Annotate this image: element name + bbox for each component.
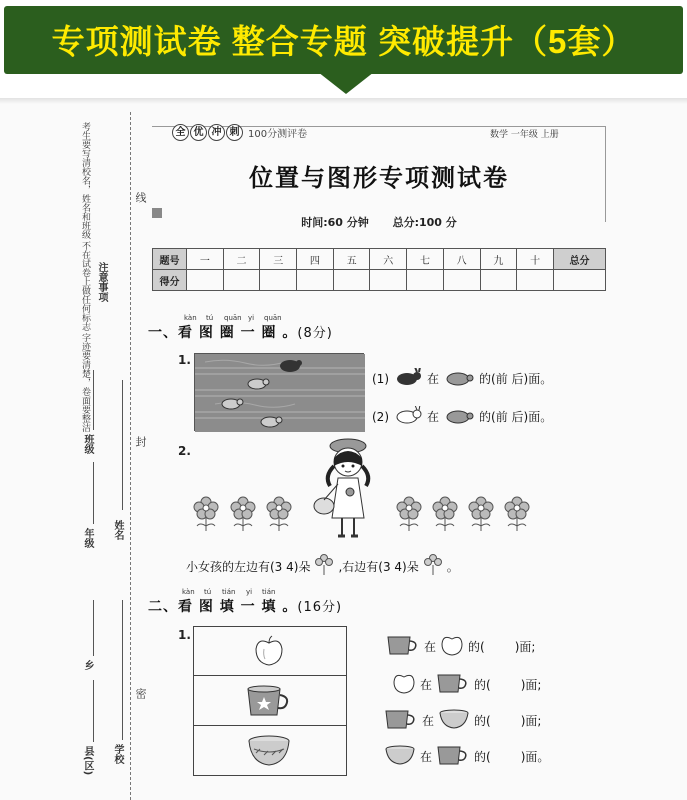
fill-word: 的( [474, 714, 491, 728]
sub-question-number: (1) [372, 371, 389, 386]
score-cell[interactable] [333, 270, 370, 291]
fill-word: )面。 [520, 750, 550, 764]
column-header: 九 [480, 249, 517, 270]
cup-icon [436, 672, 470, 697]
bowl-icon [438, 708, 470, 733]
table-row [153, 270, 606, 291]
county-field[interactable] [93, 680, 94, 742]
column-header: 五 [333, 249, 370, 270]
score-cell[interactable] [443, 270, 480, 291]
question-line [186, 554, 459, 579]
total-header: 总分 [554, 249, 606, 270]
bowl-icon [384, 744, 416, 769]
apple-icon [252, 635, 286, 671]
picture-grid [193, 626, 347, 776]
cup-icon [384, 708, 418, 733]
score-table [152, 248, 606, 291]
pinyin: tú [204, 588, 212, 596]
fill-row [382, 634, 535, 659]
score-cell[interactable] [407, 270, 444, 291]
question-answer[interactable]: 的(前 后)面。 [479, 372, 553, 386]
banner-title: 专项测试卷 整合专题 突破提升（5套） [51, 23, 636, 60]
brand-char: 全 [172, 124, 189, 141]
sub-question-number: (2) [372, 409, 389, 424]
flower-small-icon [423, 554, 443, 579]
column-header: 二 [223, 249, 260, 270]
exam-meta [152, 214, 606, 230]
question-answer[interactable]: 小女孩的左边有(3 4)朵 [186, 560, 311, 574]
name-field[interactable] [122, 380, 123, 510]
flower-icon [395, 496, 423, 532]
section-title [148, 596, 342, 616]
banner-arrow-icon [318, 72, 374, 94]
column-header: 六 [370, 249, 407, 270]
score-cell[interactable] [480, 270, 517, 291]
note-line: 考生要写清校名，姓名和班级 [80, 122, 90, 239]
fill-row [388, 672, 541, 697]
fill-word: )面; [520, 714, 542, 728]
column-header: 十 [517, 249, 554, 270]
pinyin: tú [206, 314, 214, 322]
flower-icon [467, 496, 495, 532]
tortoise-icon [443, 406, 475, 427]
section-title-text: 一、看 图 圈 一 圈 。 [148, 325, 298, 341]
question-answer[interactable]: ,右边有(3 4)朵 [338, 560, 419, 574]
tortoise-icon [443, 368, 475, 389]
pinyin: kàn [182, 588, 195, 596]
fill-word: 的( [474, 678, 491, 692]
column-header: 三 [260, 249, 297, 270]
fill-word: )面; [514, 640, 536, 654]
question-word: 在 [427, 410, 440, 424]
fill-word: 在 [420, 678, 433, 692]
apple-icon [392, 672, 416, 697]
table-row [153, 249, 606, 270]
notes-block [78, 122, 91, 432]
field-township-label: 乡 [82, 660, 93, 670]
section-title-text: 二、看 图 填 一 填 。 [148, 599, 298, 615]
pinyin: yi [248, 314, 255, 322]
promo-banner [0, 0, 687, 78]
flower-icon [265, 496, 293, 532]
paper-shadow [0, 98, 687, 104]
question-word: 在 [427, 372, 440, 386]
question-number: 1. [178, 353, 191, 367]
cup-icon [436, 744, 470, 769]
note-line: 字迹要清楚，卷面要整洁 [80, 333, 90, 432]
score-cell[interactable] [297, 270, 334, 291]
fill-word: )面; [520, 678, 542, 692]
fill-row [380, 708, 541, 733]
brand-subtitle: 100分测评卷 [248, 129, 308, 140]
time-limit: 时间:60 分钟 [301, 216, 369, 229]
apple-icon [440, 634, 464, 659]
question-line [372, 368, 552, 389]
flower-icon [229, 496, 257, 532]
question-number: 1. [178, 628, 191, 642]
section-title [148, 322, 333, 342]
question-number: 2. [178, 444, 191, 458]
seal-word-dense: 密 [134, 688, 147, 699]
seal-word-seal: 封 [134, 436, 147, 447]
section-points: (8分) [297, 326, 333, 341]
grade-label: 数学 一年级 上册 [490, 130, 559, 140]
question-answer[interactable]: 的(前 后)面。 [479, 410, 553, 424]
school-field[interactable] [122, 600, 123, 740]
rabbit-outline-icon [393, 406, 423, 427]
field-grade-label: 年级 [82, 528, 93, 548]
field-class-label: 班级 [82, 434, 93, 454]
score-cell[interactable] [554, 270, 606, 291]
brand-char: 冲 [208, 124, 225, 141]
fill-word: 在 [420, 750, 433, 764]
note-line: 不在试卷上做任何标志 [80, 241, 90, 331]
race-track-icon [195, 354, 365, 432]
field-name-label: 姓名 [112, 520, 123, 540]
column-header: 四 [297, 249, 334, 270]
question-line [372, 406, 552, 427]
total-score: 总分:100 分 [392, 216, 457, 229]
brand-char: 优 [190, 124, 207, 141]
pinyin: tián [222, 588, 236, 596]
row-label: 题号 [153, 249, 187, 270]
township-field[interactable] [93, 600, 94, 656]
flower-icon [503, 496, 531, 532]
score-cell[interactable] [187, 270, 224, 291]
girl-icon [310, 436, 386, 546]
grid-divider [194, 675, 346, 676]
notes-title: 注意事项 [96, 262, 107, 302]
cup-icon [244, 683, 294, 723]
flower-icon [192, 496, 220, 532]
grade-field[interactable] [93, 462, 94, 524]
score-cell[interactable] [370, 270, 407, 291]
column-header: 一 [187, 249, 224, 270]
pinyin: yi [246, 588, 253, 596]
grid-divider [194, 725, 346, 726]
question-punct: 。 [446, 560, 459, 574]
pinyin: kàn [184, 314, 197, 322]
brand-logo [172, 124, 307, 141]
score-cell[interactable] [517, 270, 554, 291]
rabbit-icon [393, 368, 423, 389]
fill-word: 在 [424, 640, 437, 654]
pinyin: tián [262, 588, 276, 596]
pinyin: quān [264, 314, 282, 322]
flower-icon [431, 496, 459, 532]
field-school-label: 学校 [112, 744, 123, 764]
page-title: 位置与图形专项测试卷 [249, 163, 509, 192]
binding-cut-line [130, 112, 131, 800]
cup-icon [386, 634, 420, 659]
fill-word: 的( [474, 750, 491, 764]
race-picture [194, 353, 364, 431]
fill-row [380, 744, 549, 769]
score-cell[interactable] [260, 270, 297, 291]
column-header: 八 [443, 249, 480, 270]
field-county-label: 县(区) [82, 746, 93, 776]
pinyin: quān [224, 314, 242, 322]
brand-char: 刺 [226, 124, 243, 141]
fill-word: 在 [422, 714, 435, 728]
bowl-icon [246, 733, 292, 773]
row-label: 得分 [153, 270, 187, 291]
flower-small-icon [314, 554, 334, 579]
section-points: (16分) [297, 600, 343, 615]
class-field[interactable] [93, 370, 94, 430]
fill-word: 的( [468, 640, 485, 654]
seal-word-line: 线 [134, 192, 147, 203]
column-header: 七 [407, 249, 444, 270]
score-cell[interactable] [223, 270, 260, 291]
